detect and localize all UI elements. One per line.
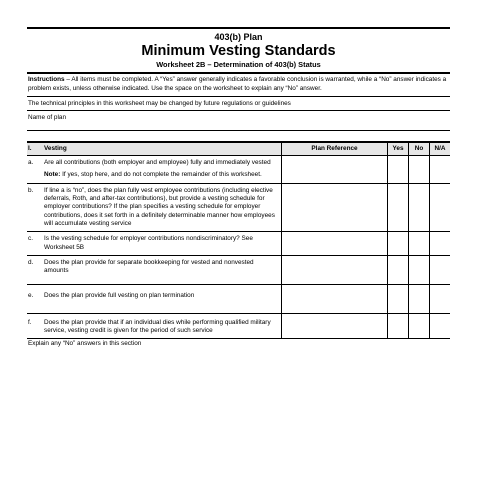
no-checkbox[interactable] (409, 183, 430, 231)
na-checkbox[interactable] (430, 156, 451, 184)
yes-checkbox[interactable] (388, 313, 409, 339)
instructions-text: – All items must be completed. A “Yes” answer generally indicates a favorable conclusion is warranted, while a “No” answer indicates a problem exists, unless otherwise indicated. Use the space on the worksheet to explain any “No” answer. (28, 76, 447, 92)
row-number: c. (27, 232, 44, 256)
row-question: Does the plan provide full vesting on plan termination (44, 285, 282, 313)
plan-type: 403(b) Plan (214, 32, 263, 42)
instructions (27, 72, 450, 97)
na-checkbox[interactable] (430, 255, 451, 285)
section-number: I. (27, 143, 44, 156)
disclaimer: The technical principles in this worksheet may be changed by future regulations or guidelines (27, 97, 450, 111)
table-row (27, 285, 450, 313)
question-text: Are all contributions (both employer and employee) fully and immediately vested (44, 159, 271, 167)
no-checkbox[interactable] (409, 313, 430, 339)
yes-checkbox[interactable] (388, 255, 409, 285)
top-rule (27, 27, 450, 29)
table-header-row (27, 143, 450, 156)
row-question: Does the plan provide that if an individual dies while performing qualified military service, vesting credit is given for the period of such service (44, 313, 282, 339)
col-na: N/A (430, 143, 451, 156)
row-question: If line a is “no”, does the plan fully vest employee contributions (including elective deferrals, Roth, and after-tax contributions), but provide a vesting schedule for employer contributions? If the plan specifies a vesting schedule for employer contributions, does it set forth in a definitely determinable manner how employees will accumulate vesting service (44, 183, 282, 231)
table-row (27, 232, 450, 256)
table-row (27, 255, 450, 285)
explain-no-answers: Explain any “No” answers in this section (28, 340, 142, 348)
vesting-table (27, 143, 450, 339)
na-checkbox[interactable] (430, 313, 451, 339)
plan-reference-cell[interactable] (282, 232, 388, 256)
row-question: Is the vesting schedule for employer contributions nondiscriminatory? See Worksheet 5B (44, 232, 282, 256)
plan-reference-cell[interactable] (282, 313, 388, 339)
section-divider (27, 131, 450, 143)
row-note (44, 171, 275, 179)
yes-checkbox[interactable] (388, 183, 409, 231)
plan-reference-cell[interactable] (282, 156, 388, 184)
col-yes: Yes (388, 143, 409, 156)
page-subtitle: Worksheet 2B – Determination of 403(b) Status (156, 60, 321, 69)
row-question: Does the plan provide for separate bookkeeping for vested and nonvested amounts (44, 255, 282, 285)
plan-reference-cell[interactable] (282, 285, 388, 313)
row-number: d. (27, 255, 44, 285)
no-checkbox[interactable] (409, 285, 430, 313)
plan-reference-cell[interactable] (282, 255, 388, 285)
row-number: b. (27, 183, 44, 231)
table-row (27, 183, 450, 231)
instructions-label: Instructions (28, 76, 65, 83)
row-number: e. (27, 285, 44, 313)
row-question (44, 156, 282, 184)
col-plan-reference: Plan Reference (282, 143, 388, 156)
page-title: Minimum Vesting Standards (141, 43, 336, 59)
plan-reference-cell[interactable] (282, 183, 388, 231)
note-label: Note: (44, 171, 61, 179)
na-checkbox[interactable] (430, 232, 451, 256)
yes-checkbox[interactable] (388, 156, 409, 184)
name-of-plan-label: Name of plan (28, 114, 67, 122)
na-checkbox[interactable] (430, 183, 451, 231)
name-of-plan-field[interactable] (27, 111, 450, 131)
row-number: f. (27, 313, 44, 339)
worksheet-page (27, 27, 450, 349)
no-checkbox[interactable] (409, 232, 430, 256)
table-row (27, 156, 450, 184)
no-checkbox[interactable] (409, 255, 430, 285)
row-number: a. (27, 156, 44, 184)
section-title: Vesting (44, 143, 282, 156)
note-text: If yes, stop here, and do not complete the remainder of this worksheet. (60, 171, 262, 179)
yes-checkbox[interactable] (388, 232, 409, 256)
yes-checkbox[interactable] (388, 285, 409, 313)
na-checkbox[interactable] (430, 285, 451, 313)
col-no: No (409, 143, 430, 156)
no-checkbox[interactable] (409, 156, 430, 184)
table-row (27, 313, 450, 339)
